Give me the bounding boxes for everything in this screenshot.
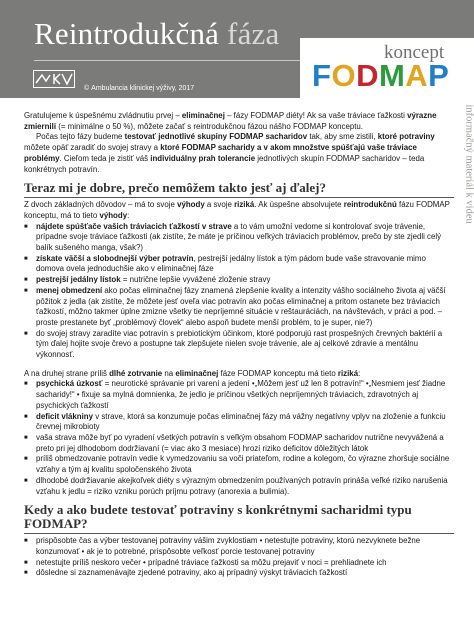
section1-lead: Z dvoch základných dôvodov – má to svoje výhody a svoje riziká. Ak úspešne absolvujete reintrodukčnú fázu FODMAP konceptu, má to tieto výhody: <box>24 200 450 220</box>
list-item: ■ získate väčší a slobodnejší výber potravín, pestrejší jedálny lístok a tým pádom bude vaše stravovanie mimo domova ovela jednoduchšie ako v eliminačnej fáze <box>24 254 454 275</box>
list-item: ■ do svojej stravy zaradíte viac potravín s prebiotickým účinkom, ktoré podporujú rast prospešných črevných baktérií a tým ďalej hojite svoje črevo a postupne tak zlepšujete nielen svoje trávenie, ale aj celkové zdravie a mentálnu výkonnosť. <box>24 329 454 361</box>
page-title: Reintrodukčná fáza <box>34 16 280 51</box>
section-heading-1: Teraz mi je dobre, prečo nemôžem takto jesť aj ďalej? <box>24 181 454 198</box>
list-item: ■ vaša strava môže byť po vyradení všetkých potravín s veľkým obsahom FODMAP sacharidov nutrične nevyvážená a preto pri jej dlhodobom dodržiavaní (= viac ako 3 mesiace) hrozí riziko deficitov dôležitých látok <box>24 433 454 454</box>
akv-logo <box>33 70 75 88</box>
risks-list <box>24 379 454 497</box>
fodmap-logo: FODMAP <box>312 58 450 93</box>
list-item: ■ pestrejší jedálny lístok = nutrične lepšie vyvážené zloženie stravy <box>24 275 454 286</box>
testing-list <box>24 536 454 579</box>
list-item: ■ prispôsobte čas a výber testovanej potraviny vášim zvyklostiam • netestujte potraviny, ktorú nezvyknete bežne konzumovať • ak je to potrebné, prispôsobte veľkosť porcie testovanej potraviny <box>24 536 454 557</box>
list-item: ■ príliš obmedzovanie potravín vedie k vymedzovaniu sa voči priateľom, rodine a kolegom, čo výrazne zhoršuje sociálne vzťahy a tým aj kvalitu spoločenského života <box>24 454 454 475</box>
list-item: ■ nájdete spúšťače vašich tráviacich ťažkostí v strave a to vám umožní vedome si kontrolovať svoje trávenie, prípadne svoje tráviace ťažkosti (ak zistíte, že máte je príčinou veľkých tráviacich problémov, prečo by ste zjedli celý balík sušeného manga, však?) <box>24 222 454 254</box>
document-body <box>24 111 454 579</box>
risks-lead: A na druhej strane príliš dlhé zotrvanie na eliminačnej fáze FODMAP konceptu má tieto riziká: <box>24 368 361 378</box>
list-item: ■ menej obmedzení ako počas eliminačnej fázy znamená zlepšenie kvality a intenzity vášho sociálneho života aj väčší pôžitok z jedla (ak zistíte, že môžete jesť oveľa viac potravín ako počas eliminačnej a pritom ostanete bez tráviacich ťažkostí, môžno takmer úplne zmizne všetky tie nepríjemné situácie v reštauráciách, na návštevách, v práci a pod. – proste prestanete byť „problémový človek“ alebo aspoň budete menší problém, to je super, nie?) <box>24 286 454 329</box>
intro-paragraph-2: Počas tejto fázy budeme testovať jednotlivé skupiny FODMAP sacharidov tak, aby sme zistili, ktoré potraviny môžete opäť zaradiť do svojej stravy a ktoré FODMAP sacharidy a v akom množstve spúšťajú vaše tráviace problémy. Cieľom teda je zistiť váš individuálny prah tolerancie jednotlivých skupín FODMAP sacharidov – teda konkrétnych potravín. <box>24 132 435 174</box>
list-item: ■ netestujte príliš neskoro večer • prípadné tráviace ťažkosti sa môžu prejaviť v noci = prehliadnete ich <box>24 558 454 569</box>
side-note: informačný materiál k videu <box>463 104 474 224</box>
list-item: ■ psychická úzkosť = neurotické správanie pri varení a jedení •„Môžem jesť už len 8 potravín!“ •„Nesmiem jesť žiadne sacharidy!“ • fixuje sa mylná domnienka, že jedlo je príčinou všetkých nepríjemných tráviacich, zdravotných aj psychických ťažkostí <box>24 379 454 411</box>
list-item: ■ dôsledne si zaznamenávajte zjedené potraviny, ako aj prípadný výskyt tráviacich ťažkostí <box>24 568 454 579</box>
copyright-text: © Ambulancia klinickej výživy, 2017 <box>84 85 195 92</box>
list-item: ■ dlhodobé dodržiavanie akejkoľvek diéty s výrazným obmedzením používaných potravín prináša veľké riziko narušenia vzťahu k jedlu = riziko vzniku porúch príjmu potravy (anorexia a bulimia). <box>24 476 454 497</box>
benefits-list <box>24 222 454 361</box>
concept-label: koncept <box>384 42 445 63</box>
list-item: ■ deficit vlákniny v strave, ktorá sa konzumuje počas eliminačnej fázy má vážny negatívny vplyv na zloženie a funkciu črevnej mikrobioty <box>24 412 454 433</box>
section-heading-2: Kedy a ako budete testovať potraviny s konkrétnymi sacharidmi typu FODMAP? <box>24 503 454 534</box>
intro-paragraph-1: Gratulujeme k úspešnému zvládnutiu prvej – eliminačnej – fázy FODMAP diéty! Ak sa vaše tráviace ťažkosti výrazne zmiernili (= minimálne o 50 %), môžete začať s reintrodukčnou fázou nášho FODMAP konceptu. <box>24 111 437 131</box>
